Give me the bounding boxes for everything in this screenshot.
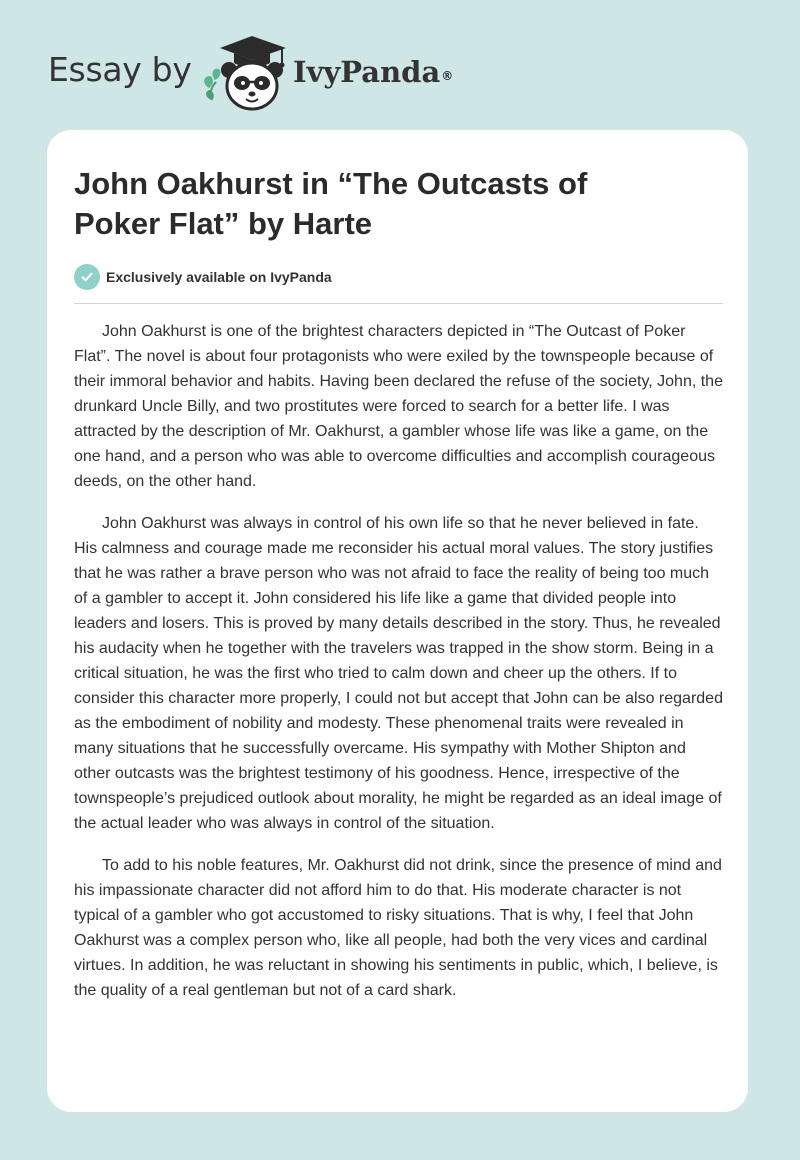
exclusive-badge: [74, 264, 332, 290]
essay-paragraph: John Oakhurst was always in control of his own life so that he never believed in fate. His calmness and courage made me reconsider his actual moral values. The story justifies that he was rather a brave person who was not afraid to face the reality of being too much of a gambler to accept it. John considered his life like a game that divided people into leaders and losers. This is proved by many details described in the story. Thus, he revealed his audacity when he together with the travelers was trapped in the show storm. Being in a critical situation, he was the first who tried to calm down and cheer up the others. If to consider this character more properly, I could not but accept that John can be also regarded as the embodiment of nobility and modesty. These phenomenal traits were revealed in many situations that he successfully overcame. His sympathy with Mother Shipton and other outcasts was the brightest testimony of his goodness. Hence, irrespective of the townspeople’s prejudiced outlook about morality, he might be regarded as an ideal image of the actual leader who was always in control of the situation.: [74, 515, 723, 832]
essay-paragraph: To add to his noble features, Mr. Oakhurst did not drink, since the presence of mind and his impassionate character did not afford him to do that. His moderate character is not typical of a gambler who got accustomed to risky situations. That is why, I feel that John Oakhurst was a complex person who, like all people, had both the very vices and cardinal virtues. In addition, he was reluctant in showing his sentiments in public, which, I believe, is the quality of a real gentleman but not of a card shark.: [74, 857, 722, 999]
check-circle-icon: [74, 264, 100, 290]
registered-mark: ®: [441, 69, 454, 83]
brand-name[interactable]: IvyPanda®: [293, 55, 454, 89]
panda-graduate-icon[interactable]: [200, 34, 292, 114]
essay-card: [47, 130, 748, 1112]
brand-prefix: Essay by: [48, 50, 192, 89]
site-header: [0, 0, 800, 130]
page-title: John Oakhurst in “The Outcasts of Poker Flat” by Harte: [74, 166, 588, 241]
essay-body: [74, 319, 724, 1020]
essay-paragraph: John Oakhurst is one of the brightest characters depicted in “The Outcast of Poker Flat”. The novel is about four protagonists who were exiled by the townspeople because of their immoral behavior and habits. Having been declared the refuse of the society, John, the drunkard Uncle Billy, and two prostitutes were forced to search for a better life. I was attracted by the description of Mr. Oakhurst, a gambler whose life was like a game, on the one hand, and a person who was able to overcome difficulties and accomplish courageous deeds, on the other hand.: [74, 323, 723, 490]
divider: [74, 303, 723, 304]
exclusive-label: Exclusively available on IvyPanda: [106, 269, 332, 285]
